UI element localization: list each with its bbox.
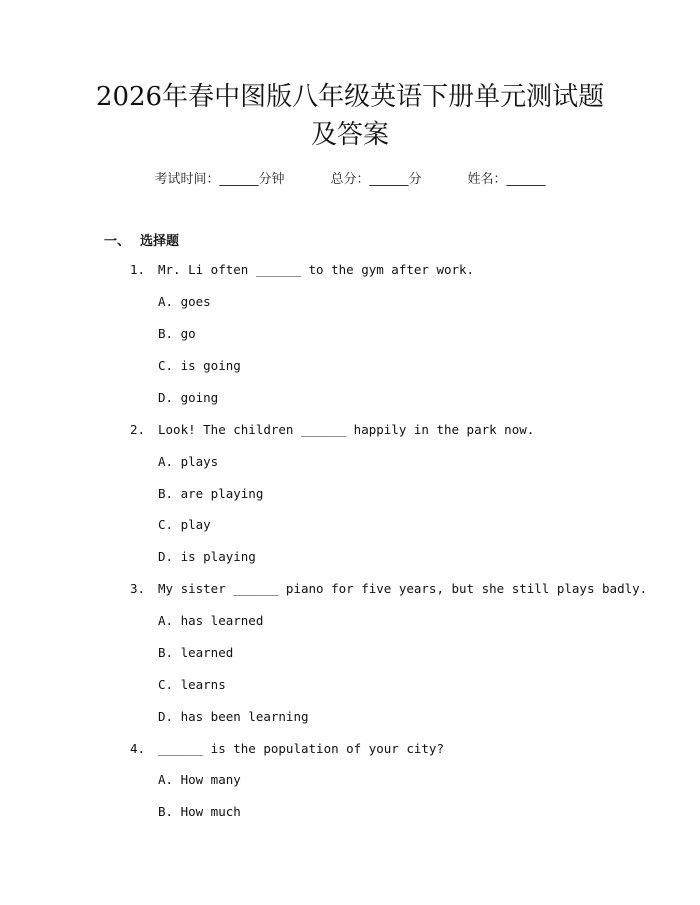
answer-option: B. are playing (158, 486, 264, 501)
section-number: 一、 (104, 234, 131, 249)
question-number: 2. (130, 422, 146, 437)
answer-option: B. go (158, 326, 196, 341)
answer-option: A. plays (158, 454, 219, 469)
exam-score: 总分：______分 (330, 172, 422, 187)
student-name: 姓名：______ (467, 172, 546, 187)
exam-time: 考试时间：______分钟 (154, 172, 285, 187)
answer-option: D. is playing (158, 549, 256, 564)
page-title-line-1: 2026年春中图版八年级英语下册单元测试题 (95, 82, 605, 112)
question-number: 1. (130, 262, 146, 277)
answer-option: A. goes (158, 294, 211, 309)
answer-option: C. is going (158, 358, 241, 373)
answer-option: A. has learned (158, 613, 264, 628)
answer-option: D. going (158, 390, 219, 405)
answer-option: B. How much (158, 804, 241, 819)
question-text: ______ is the population of your city? (158, 741, 444, 756)
answer-option: C. play (158, 517, 211, 532)
page-title-line-2: 及答案 (310, 120, 389, 150)
question-text: My sister ______ piano for five years, but she still plays badly. (158, 581, 648, 596)
question-number: 4. (130, 741, 146, 756)
page-title (60, 78, 640, 154)
section-title: 选择题 (140, 234, 180, 249)
answer-option: C. learns (158, 677, 226, 692)
answer-option: D. has been learning (158, 709, 309, 724)
question-text: Mr. Li often ______ to the gym after work. (158, 262, 475, 277)
section-heading (104, 230, 179, 249)
question-number: 3. (130, 581, 146, 596)
question-text: Look! The children ______ happily in the park now. (158, 422, 535, 437)
answer-option: B. learned (158, 645, 234, 660)
answer-option: A. How many (158, 772, 241, 787)
exam-meta (0, 168, 700, 187)
